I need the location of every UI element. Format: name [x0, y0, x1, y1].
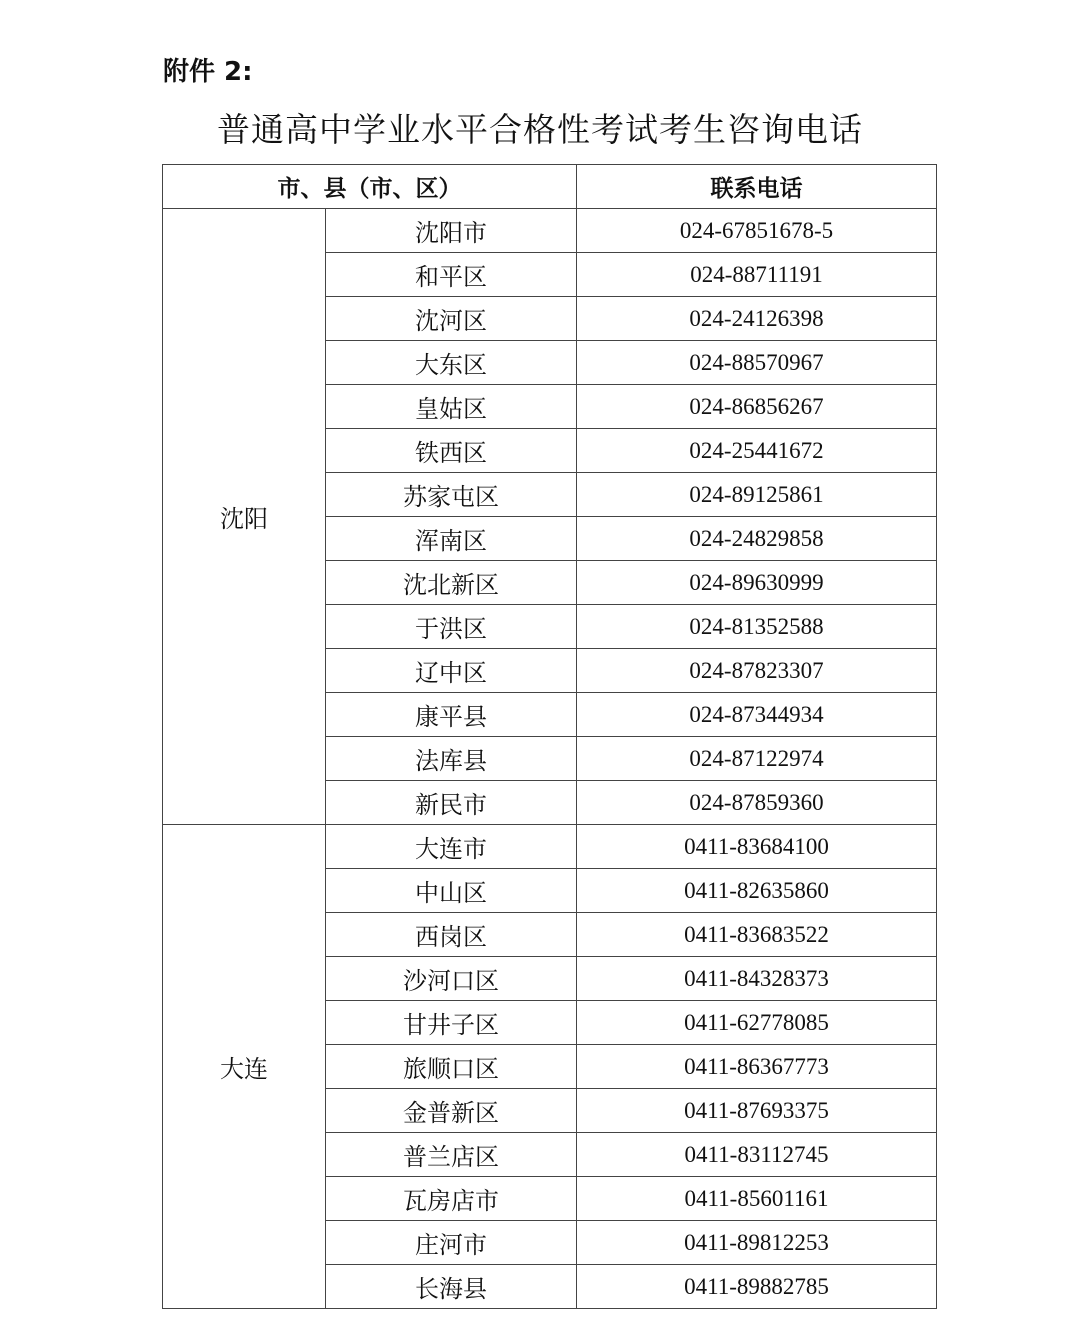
phone-cell: 0411-87693375	[577, 1089, 937, 1133]
district-cell: 康平县	[326, 693, 577, 737]
phone-cell: 024-24829858	[577, 517, 937, 561]
district-cell: 沙河口区	[326, 957, 577, 1001]
phone-cell: 0411-83112745	[577, 1133, 937, 1177]
phone-cell: 0411-83684100	[577, 825, 937, 869]
phone-cell: 024-88570967	[577, 341, 937, 385]
attachment-label: 附件 2:	[163, 57, 253, 87]
phone-cell: 024-87859360	[577, 781, 937, 825]
district-cell: 铁西区	[326, 429, 577, 473]
header-phone: 联系电话	[577, 165, 937, 209]
phone-cell: 024-89125861	[577, 473, 937, 517]
district-cell: 辽中区	[326, 649, 577, 693]
district-cell: 西岗区	[326, 913, 577, 957]
contact-table	[162, 164, 937, 1309]
city-cell: 沈阳	[163, 209, 326, 825]
phone-cell: 024-81352588	[577, 605, 937, 649]
district-cell: 沈阳市	[326, 209, 577, 253]
district-cell: 中山区	[326, 869, 577, 913]
district-cell: 苏家屯区	[326, 473, 577, 517]
phone-cell: 024-89630999	[577, 561, 937, 605]
district-cell: 和平区	[326, 253, 577, 297]
phone-cell: 024-86856267	[577, 385, 937, 429]
phone-cell: 0411-86367773	[577, 1045, 937, 1089]
district-cell: 普兰店区	[326, 1133, 577, 1177]
table-body	[163, 209, 937, 1309]
district-cell: 于洪区	[326, 605, 577, 649]
page-title: 普通高中学业水平合格性考试考生咨询电话	[217, 110, 863, 149]
district-cell: 大连市	[326, 825, 577, 869]
district-cell: 旅顺口区	[326, 1045, 577, 1089]
phone-cell: 024-67851678-5	[577, 209, 937, 253]
city-cell: 大连	[163, 825, 326, 1309]
phone-cell: 024-24126398	[577, 297, 937, 341]
table-row	[163, 825, 937, 869]
district-cell: 法库县	[326, 737, 577, 781]
district-cell: 瓦房店市	[326, 1177, 577, 1221]
header-row	[163, 165, 937, 209]
phone-cell: 0411-84328373	[577, 957, 937, 1001]
district-cell: 大东区	[326, 341, 577, 385]
phone-cell: 0411-85601161	[577, 1177, 937, 1221]
district-cell: 沈河区	[326, 297, 577, 341]
district-cell: 甘井子区	[326, 1001, 577, 1045]
header-region: 市、县（市、区）	[163, 165, 577, 209]
district-cell: 金普新区	[326, 1089, 577, 1133]
district-cell: 长海县	[326, 1265, 577, 1309]
district-cell: 浑南区	[326, 517, 577, 561]
phone-cell: 024-87122974	[577, 737, 937, 781]
phone-cell: 0411-83683522	[577, 913, 937, 957]
district-cell: 沈北新区	[326, 561, 577, 605]
phone-cell: 024-88711191	[577, 253, 937, 297]
district-cell: 庄河市	[326, 1221, 577, 1265]
phone-cell: 024-87823307	[577, 649, 937, 693]
phone-cell: 0411-82635860	[577, 869, 937, 913]
phone-cell: 024-25441672	[577, 429, 937, 473]
phone-cell: 0411-89812253	[577, 1221, 937, 1265]
phone-cell: 0411-89882785	[577, 1265, 937, 1309]
table-header	[163, 165, 937, 209]
district-cell: 皇姑区	[326, 385, 577, 429]
phone-cell: 024-87344934	[577, 693, 937, 737]
district-cell: 新民市	[326, 781, 577, 825]
table-row	[163, 209, 937, 253]
phone-cell: 0411-62778085	[577, 1001, 937, 1045]
